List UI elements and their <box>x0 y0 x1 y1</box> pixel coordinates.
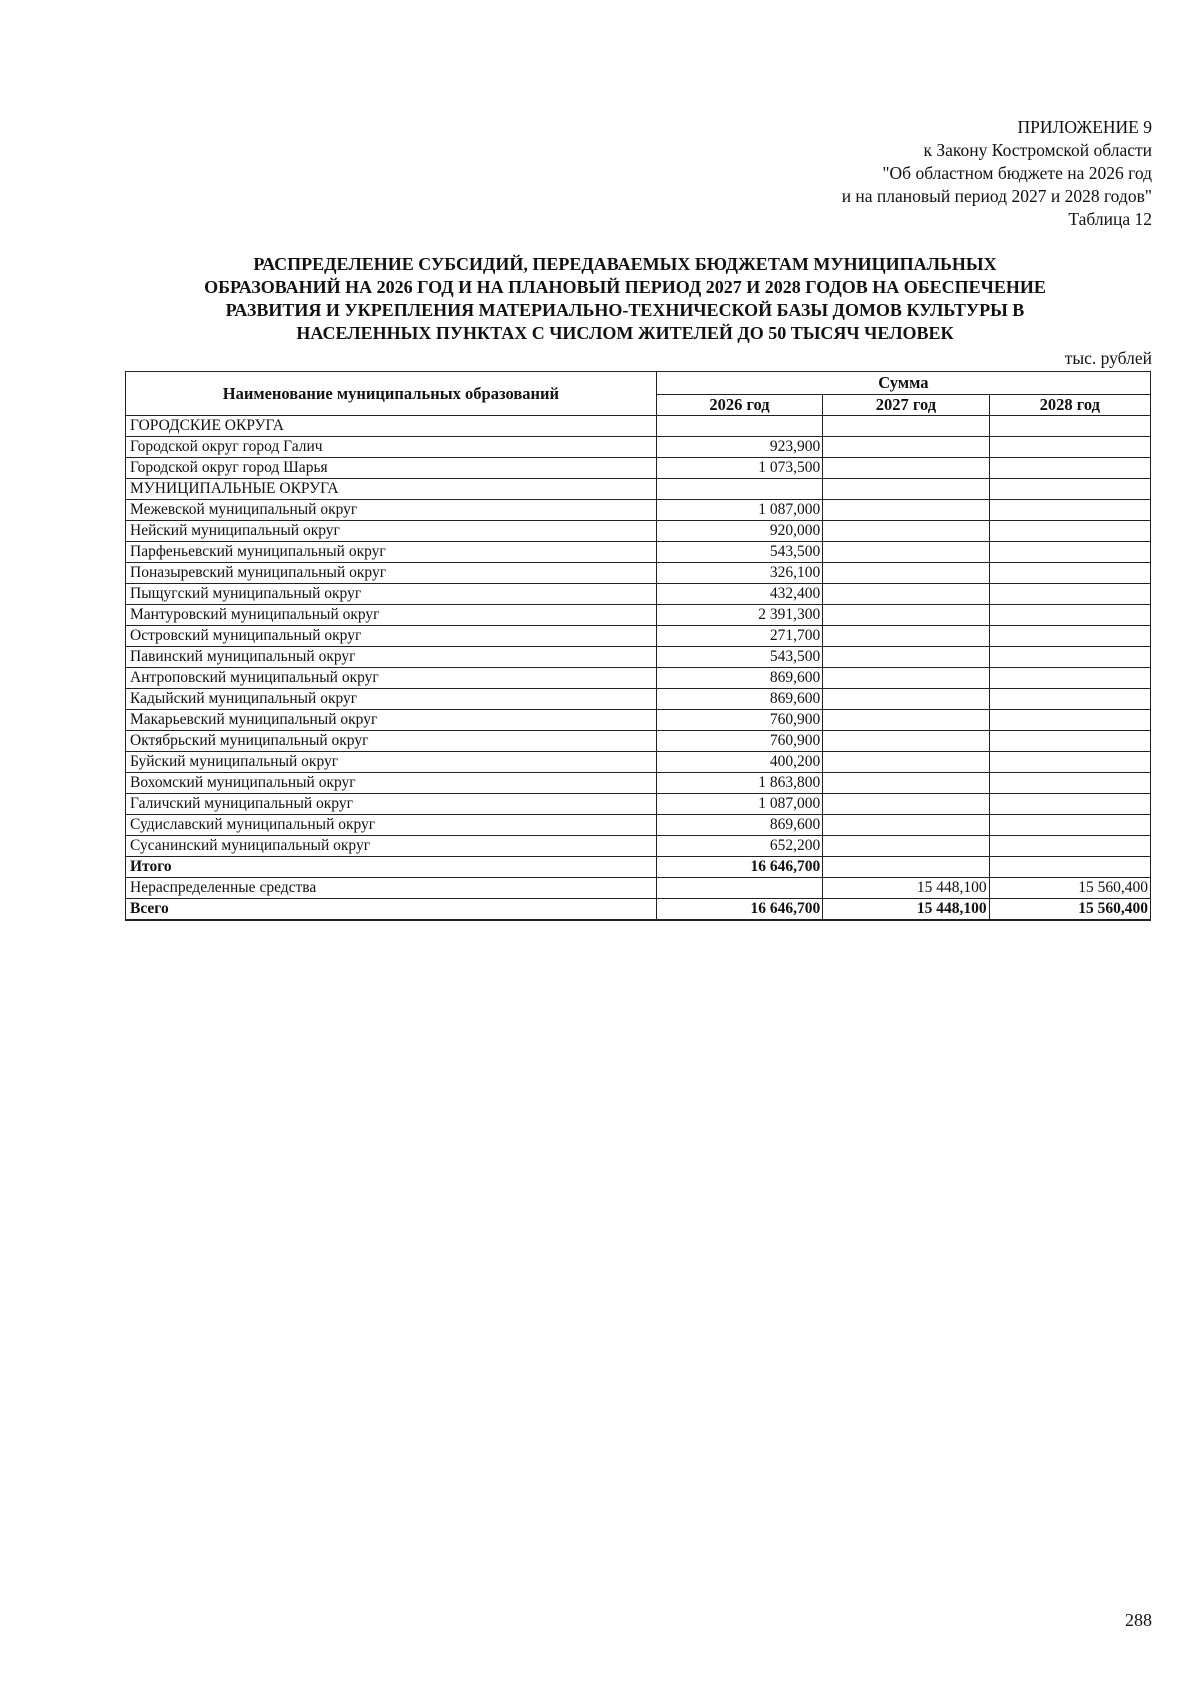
cell-name: Мантуровский муниципальный округ <box>126 605 657 626</box>
table-row <box>126 626 1151 647</box>
cell-2027 <box>823 773 989 794</box>
cell-2026: 1 863,800 <box>656 773 822 794</box>
appendix-table-number: Таблица 12 <box>1068 209 1152 229</box>
cell-2026: 760,900 <box>656 731 822 752</box>
cell-2028: 15 560,400 <box>989 899 1150 921</box>
table-row <box>126 458 1151 479</box>
cell-name: Буйский муниципальный округ <box>126 752 657 773</box>
cell-name: Кадыйский муниципальный округ <box>126 689 657 710</box>
table-row <box>126 773 1151 794</box>
appendix-law-period: и на плановый период 2027 и 2028 годов" <box>841 186 1152 206</box>
header-sum: Сумма <box>656 372 1150 395</box>
table-row <box>126 563 1151 584</box>
cell-name: Судиславский муниципальный округ <box>126 815 657 836</box>
cell-name: Павинский муниципальный округ <box>126 647 657 668</box>
cell-2026: 543,500 <box>656 647 822 668</box>
cell-2028 <box>989 542 1150 563</box>
units-label: тыс. рублей <box>1064 348 1152 368</box>
cell-2026: 400,200 <box>656 752 822 773</box>
cell-2026: 760,900 <box>656 710 822 731</box>
cell-2027 <box>823 563 989 584</box>
cell-2027: 15 448,100 <box>823 878 989 899</box>
cell-2028 <box>989 710 1150 731</box>
table-row <box>126 899 1151 921</box>
title-line-3: РАЗВИТИЯ И УКРЕПЛЕНИЯ МАТЕРИАЛЬНО-ТЕХНИЧЕСКОЙ БАЗЫ ДОМОВ КУЛЬТУРЫ В <box>225 300 1025 320</box>
cell-2026: 1 073,500 <box>656 458 822 479</box>
table-row <box>126 731 1151 752</box>
cell-2028 <box>989 626 1150 647</box>
cell-2027 <box>823 647 989 668</box>
cell-2028 <box>989 752 1150 773</box>
cell-2027 <box>823 479 989 500</box>
appendix-law-reference: к Закону Костромской области <box>923 140 1152 160</box>
cell-2028 <box>989 479 1150 500</box>
cell-2026: 923,900 <box>656 437 822 458</box>
cell-2028 <box>989 773 1150 794</box>
cell-2028 <box>989 521 1150 542</box>
appendix-number: ПРИЛОЖЕНИЕ 9 <box>1017 117 1152 137</box>
table-row <box>126 500 1151 521</box>
cell-2028 <box>989 668 1150 689</box>
cell-2026 <box>656 479 822 500</box>
table-row <box>126 857 1151 878</box>
cell-name: Всего <box>126 899 657 921</box>
cell-name: Межевской муниципальный округ <box>126 500 657 521</box>
cell-2027 <box>823 752 989 773</box>
table-body <box>126 416 1151 921</box>
cell-name: Вохомский муниципальный округ <box>126 773 657 794</box>
title-line-4: НАСЕЛЕННЫХ ПУНКТАХ С ЧИСЛОМ ЖИТЕЛЕЙ ДО 50 ТЫСЯЧ ЧЕЛОВЕК <box>296 323 954 343</box>
document-title <box>125 253 1125 345</box>
cell-name: Антроповский муниципальный округ <box>126 668 657 689</box>
cell-2028 <box>989 689 1150 710</box>
header-2026: 2026 год <box>656 395 822 416</box>
table-row <box>126 668 1151 689</box>
cell-2027 <box>823 710 989 731</box>
cell-name: Нераспределенные средства <box>126 878 657 899</box>
appendix-law-title: "Об областном бюджете на 2026 год <box>882 163 1152 183</box>
cell-name: Островский муниципальный округ <box>126 626 657 647</box>
subsidy-table <box>125 371 1151 921</box>
appendix-header <box>842 116 1152 231</box>
table-row <box>126 878 1151 899</box>
table-row <box>126 584 1151 605</box>
cell-2027 <box>823 731 989 752</box>
cell-2027 <box>823 689 989 710</box>
header-name: Наименование муниципальных образований <box>126 372 657 416</box>
table-row <box>126 416 1151 437</box>
cell-2027 <box>823 626 989 647</box>
table-row <box>126 836 1151 857</box>
cell-2027 <box>823 584 989 605</box>
cell-2028 <box>989 647 1150 668</box>
cell-2027 <box>823 542 989 563</box>
table-row <box>126 437 1151 458</box>
table-row <box>126 479 1151 500</box>
cell-2026: 652,200 <box>656 836 822 857</box>
cell-2026: 16 646,700 <box>656 857 822 878</box>
table-row <box>126 689 1151 710</box>
cell-2026: 543,500 <box>656 542 822 563</box>
cell-2027 <box>823 836 989 857</box>
cell-name: Городской округ город Галич <box>126 437 657 458</box>
cell-2028: 15 560,400 <box>989 878 1150 899</box>
cell-2026: 869,600 <box>656 689 822 710</box>
cell-2026: 869,600 <box>656 815 822 836</box>
cell-name: Сусанинский муниципальный округ <box>126 836 657 857</box>
cell-2028 <box>989 605 1150 626</box>
cell-name: Парфеньевский муниципальный округ <box>126 542 657 563</box>
cell-2026: 1 087,000 <box>656 500 822 521</box>
cell-2027 <box>823 605 989 626</box>
cell-2026: 1 087,000 <box>656 794 822 815</box>
cell-name: МУНИЦИПАЛЬНЫЕ ОКРУГА <box>126 479 657 500</box>
cell-2026 <box>656 416 822 437</box>
table-row <box>126 647 1151 668</box>
cell-2026: 869,600 <box>656 668 822 689</box>
cell-name: Нейский муниципальный округ <box>126 521 657 542</box>
cell-name: Галичский муниципальный округ <box>126 794 657 815</box>
table-row <box>126 542 1151 563</box>
cell-2027 <box>823 437 989 458</box>
cell-name: Городской округ город Шарья <box>126 458 657 479</box>
cell-name: Октябрьский муниципальный округ <box>126 731 657 752</box>
cell-2027 <box>823 857 989 878</box>
cell-2027: 15 448,100 <box>823 899 989 921</box>
cell-2028 <box>989 857 1150 878</box>
cell-2027 <box>823 458 989 479</box>
header-2027: 2027 год <box>823 395 989 416</box>
cell-2028 <box>989 563 1150 584</box>
cell-2026: 432,400 <box>656 584 822 605</box>
cell-2027 <box>823 416 989 437</box>
cell-2026: 920,000 <box>656 521 822 542</box>
table-row <box>126 815 1151 836</box>
cell-2028 <box>989 836 1150 857</box>
table-row <box>126 794 1151 815</box>
cell-2028 <box>989 731 1150 752</box>
cell-name: Поназыревский муниципальный округ <box>126 563 657 584</box>
cell-2026: 2 391,300 <box>656 605 822 626</box>
table-row <box>126 752 1151 773</box>
cell-2026: 326,100 <box>656 563 822 584</box>
cell-2028 <box>989 794 1150 815</box>
table-row <box>126 605 1151 626</box>
cell-name: Макарьевский муниципальный округ <box>126 710 657 731</box>
cell-2027 <box>823 794 989 815</box>
cell-2026: 271,700 <box>656 626 822 647</box>
cell-name: Пыщугский муниципальный округ <box>126 584 657 605</box>
cell-2026: 16 646,700 <box>656 899 822 921</box>
cell-name: Итого <box>126 857 657 878</box>
page-number: 288 <box>1125 1610 1152 1630</box>
cell-2028 <box>989 437 1150 458</box>
cell-2028 <box>989 416 1150 437</box>
table-row <box>126 710 1151 731</box>
title-line-1: РАСПРЕДЕЛЕНИЕ СУБСИДИЙ, ПЕРЕДАВАЕМЫХ БЮДЖЕТАМ МУНИЦИПАЛЬНЫХ <box>253 254 997 274</box>
cell-2028 <box>989 584 1150 605</box>
cell-2028 <box>989 815 1150 836</box>
cell-2028 <box>989 458 1150 479</box>
cell-2027 <box>823 500 989 521</box>
cell-2026 <box>656 878 822 899</box>
cell-2027 <box>823 815 989 836</box>
title-line-2: ОБРАЗОВАНИЙ НА 2026 ГОД И НА ПЛАНОВЫЙ ПЕРИОД 2027 И 2028 ГОДОВ НА ОБЕСПЕЧЕНИЕ <box>204 277 1046 297</box>
cell-name: ГОРОДСКИЕ ОКРУГА <box>126 416 657 437</box>
table-row <box>126 521 1151 542</box>
cell-2028 <box>989 500 1150 521</box>
cell-2027 <box>823 668 989 689</box>
header-2028: 2028 год <box>989 395 1150 416</box>
cell-2027 <box>823 521 989 542</box>
